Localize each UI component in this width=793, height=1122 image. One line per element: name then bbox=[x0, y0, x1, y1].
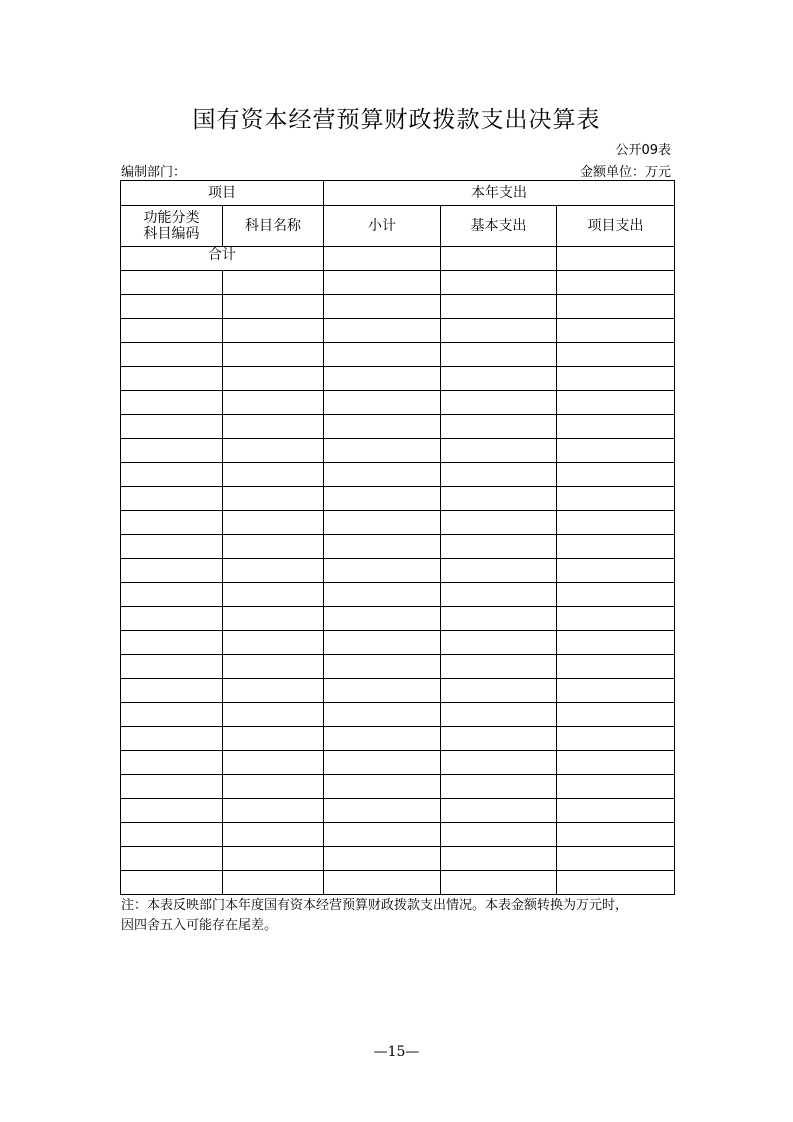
subtotal-cell bbox=[324, 823, 441, 847]
subtotal-cell bbox=[324, 559, 441, 583]
project-cell bbox=[557, 439, 675, 463]
function-code-cell bbox=[121, 487, 223, 511]
function-code-cell bbox=[121, 415, 223, 439]
table-row bbox=[121, 679, 675, 703]
col-function-code bbox=[121, 206, 223, 247]
subject-name-cell bbox=[223, 391, 324, 415]
basic-cell bbox=[441, 535, 557, 559]
table-row bbox=[121, 823, 675, 847]
subtotal-cell bbox=[324, 703, 441, 727]
project-cell bbox=[557, 775, 675, 799]
subject-name-cell bbox=[223, 415, 324, 439]
basic-cell bbox=[441, 679, 557, 703]
project-cell bbox=[557, 583, 675, 607]
subject-name-cell bbox=[223, 679, 324, 703]
total-basic-cell bbox=[441, 247, 557, 271]
subject-name-cell bbox=[223, 583, 324, 607]
basic-cell bbox=[441, 751, 557, 775]
subject-name-cell bbox=[223, 655, 324, 679]
function-code-cell bbox=[121, 607, 223, 631]
note-line-2: 因四舍五入可能存在尾差。 bbox=[121, 918, 278, 933]
subject-name-cell bbox=[223, 439, 324, 463]
basic-cell bbox=[441, 727, 557, 751]
basic-cell bbox=[441, 559, 557, 583]
function-code-cell bbox=[121, 679, 223, 703]
subtotal-cell bbox=[324, 343, 441, 367]
subject-name-cell bbox=[223, 511, 324, 535]
subject-name-cell bbox=[223, 871, 324, 895]
project-cell bbox=[557, 463, 675, 487]
col-project: 项目支出 bbox=[557, 206, 675, 247]
project-cell bbox=[557, 655, 675, 679]
project-cell bbox=[557, 415, 675, 439]
project-cell bbox=[557, 487, 675, 511]
basic-cell bbox=[441, 415, 557, 439]
basic-cell bbox=[441, 607, 557, 631]
subject-name-cell bbox=[223, 559, 324, 583]
project-cell bbox=[557, 559, 675, 583]
function-code-cell bbox=[121, 703, 223, 727]
total-project-cell bbox=[557, 247, 675, 271]
subtotal-cell bbox=[324, 655, 441, 679]
function-code-cell bbox=[121, 775, 223, 799]
subtotal-cell bbox=[324, 631, 441, 655]
table-row bbox=[121, 775, 675, 799]
table-row bbox=[121, 271, 675, 295]
subtotal-cell bbox=[324, 775, 441, 799]
basic-cell bbox=[441, 295, 557, 319]
subject-name-cell bbox=[223, 487, 324, 511]
subject-name-cell bbox=[223, 367, 324, 391]
table-row bbox=[121, 847, 675, 871]
table-row bbox=[121, 727, 675, 751]
function-code-cell bbox=[121, 871, 223, 895]
project-cell bbox=[557, 319, 675, 343]
subject-name-cell bbox=[223, 271, 324, 295]
function-code-cell bbox=[121, 295, 223, 319]
table-row bbox=[121, 607, 675, 631]
basic-cell bbox=[441, 319, 557, 343]
function-code-cell bbox=[121, 751, 223, 775]
table-row bbox=[121, 391, 675, 415]
project-cell bbox=[557, 295, 675, 319]
form-number: 公开09表 bbox=[615, 143, 671, 158]
col-function-code-line2: 科目编码 bbox=[143, 226, 200, 242]
table-row bbox=[121, 703, 675, 727]
total-row bbox=[121, 247, 675, 271]
project-cell bbox=[557, 271, 675, 295]
unit-label: 金额单位：万元 bbox=[579, 165, 671, 180]
basic-cell bbox=[441, 871, 557, 895]
basic-cell bbox=[441, 775, 557, 799]
project-cell bbox=[557, 871, 675, 895]
basic-cell bbox=[441, 511, 557, 535]
subject-name-cell bbox=[223, 799, 324, 823]
basic-cell bbox=[441, 583, 557, 607]
project-cell bbox=[557, 751, 675, 775]
subtotal-cell bbox=[324, 415, 441, 439]
function-code-cell bbox=[121, 823, 223, 847]
table-row bbox=[121, 511, 675, 535]
subtotal-cell bbox=[324, 463, 441, 487]
project-cell bbox=[557, 727, 675, 751]
header-current-year: 本年支出 bbox=[324, 181, 675, 206]
subject-name-cell bbox=[223, 775, 324, 799]
function-code-cell bbox=[121, 463, 223, 487]
subtotal-cell bbox=[324, 487, 441, 511]
function-code-cell bbox=[121, 631, 223, 655]
subject-name-cell bbox=[223, 847, 324, 871]
table-row bbox=[121, 559, 675, 583]
project-cell bbox=[557, 535, 675, 559]
function-code-cell bbox=[121, 847, 223, 871]
subject-name-cell bbox=[223, 607, 324, 631]
table-row bbox=[121, 583, 675, 607]
function-code-cell bbox=[121, 367, 223, 391]
project-cell bbox=[557, 367, 675, 391]
project-cell bbox=[557, 511, 675, 535]
subtotal-cell bbox=[324, 271, 441, 295]
subtotal-cell bbox=[324, 607, 441, 631]
subtotal-cell bbox=[324, 583, 441, 607]
note-line-1: 注：本表反映部门本年度国有资本经营预算财政拨款支出情况。本表金额转换为万元时， bbox=[121, 898, 629, 913]
table-row bbox=[121, 871, 675, 895]
header-row-2 bbox=[121, 206, 675, 247]
total-label: 合计 bbox=[121, 247, 324, 271]
function-code-cell bbox=[121, 439, 223, 463]
subtotal-cell bbox=[324, 679, 441, 703]
subject-name-cell bbox=[223, 343, 324, 367]
subject-name-cell bbox=[223, 631, 324, 655]
table-row bbox=[121, 655, 675, 679]
basic-cell bbox=[441, 703, 557, 727]
table-row bbox=[121, 751, 675, 775]
subject-name-cell bbox=[223, 535, 324, 559]
project-cell bbox=[557, 679, 675, 703]
subtotal-cell bbox=[324, 511, 441, 535]
subtotal-cell bbox=[324, 751, 441, 775]
function-code-cell bbox=[121, 343, 223, 367]
document-title: 国有资本经营预算财政拨款支出决算表 bbox=[192, 107, 601, 133]
table-row bbox=[121, 319, 675, 343]
basic-cell bbox=[441, 343, 557, 367]
function-code-cell bbox=[121, 271, 223, 295]
project-cell bbox=[557, 607, 675, 631]
subtotal-cell bbox=[324, 847, 441, 871]
total-subtotal-cell bbox=[324, 247, 441, 271]
expenditure-table bbox=[120, 180, 675, 895]
project-cell bbox=[557, 703, 675, 727]
project-cell bbox=[557, 799, 675, 823]
subtotal-cell bbox=[324, 727, 441, 751]
basic-cell bbox=[441, 487, 557, 511]
subtotal-cell bbox=[324, 871, 441, 895]
table-row bbox=[121, 631, 675, 655]
header-row-1 bbox=[121, 181, 675, 206]
subtotal-cell bbox=[324, 295, 441, 319]
subject-name-cell bbox=[223, 727, 324, 751]
basic-cell bbox=[441, 271, 557, 295]
subtotal-cell bbox=[324, 799, 441, 823]
function-code-cell bbox=[121, 319, 223, 343]
subtotal-cell bbox=[324, 391, 441, 415]
table-row bbox=[121, 799, 675, 823]
function-code-cell bbox=[121, 727, 223, 751]
table-row bbox=[121, 367, 675, 391]
function-code-cell bbox=[121, 583, 223, 607]
basic-cell bbox=[441, 823, 557, 847]
project-cell bbox=[557, 343, 675, 367]
subject-name-cell bbox=[223, 463, 324, 487]
subtotal-cell bbox=[324, 319, 441, 343]
table-row bbox=[121, 463, 675, 487]
department-label: 编制部门： bbox=[121, 165, 187, 180]
project-cell bbox=[557, 391, 675, 415]
function-code-cell bbox=[121, 799, 223, 823]
subject-name-cell bbox=[223, 751, 324, 775]
subject-name-cell bbox=[223, 295, 324, 319]
col-function-code-line1: 功能分类 bbox=[143, 210, 200, 226]
table-row bbox=[121, 535, 675, 559]
table-note bbox=[121, 896, 681, 936]
basic-cell bbox=[441, 631, 557, 655]
table-row bbox=[121, 295, 675, 319]
subject-name-cell bbox=[223, 319, 324, 343]
project-cell bbox=[557, 631, 675, 655]
subtotal-cell bbox=[324, 367, 441, 391]
table-row bbox=[121, 343, 675, 367]
page-number: —15— bbox=[373, 1044, 420, 1060]
col-subtotal: 小计 bbox=[324, 206, 441, 247]
project-cell bbox=[557, 823, 675, 847]
col-subject-name: 科目名称 bbox=[223, 206, 324, 247]
function-code-cell bbox=[121, 511, 223, 535]
function-code-cell bbox=[121, 559, 223, 583]
basic-cell bbox=[441, 391, 557, 415]
function-code-cell bbox=[121, 535, 223, 559]
basic-cell bbox=[441, 463, 557, 487]
project-cell bbox=[557, 847, 675, 871]
subtotal-cell bbox=[324, 439, 441, 463]
function-code-cell bbox=[121, 391, 223, 415]
col-basic: 基本支出 bbox=[441, 206, 557, 247]
table-row bbox=[121, 415, 675, 439]
basic-cell bbox=[441, 847, 557, 871]
function-code-cell bbox=[121, 655, 223, 679]
basic-cell bbox=[441, 367, 557, 391]
basic-cell bbox=[441, 439, 557, 463]
subtotal-cell bbox=[324, 535, 441, 559]
basic-cell bbox=[441, 799, 557, 823]
header-item: 项目 bbox=[121, 181, 324, 206]
subject-name-cell bbox=[223, 703, 324, 727]
basic-cell bbox=[441, 655, 557, 679]
subject-name-cell bbox=[223, 823, 324, 847]
table-row bbox=[121, 487, 675, 511]
table-row bbox=[121, 439, 675, 463]
